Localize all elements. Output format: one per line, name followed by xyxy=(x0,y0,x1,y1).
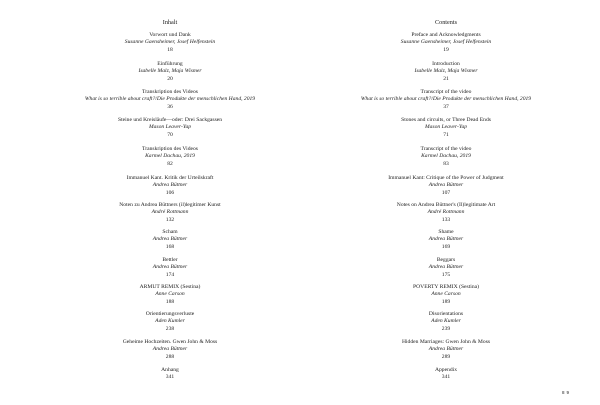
entry-author: Andrea Büttner xyxy=(428,236,464,243)
toc-entry xyxy=(316,175,576,197)
entry-page-number: 238 xyxy=(165,325,175,332)
entry-page-number: 188 xyxy=(165,298,175,305)
entry-title: Vorwort und Dank xyxy=(149,32,191,38)
entry-author: Aden Kumler xyxy=(155,318,185,325)
toc-entry xyxy=(316,32,576,54)
entry-author: What is so terrible about craft?/Die Produkte der menschlichen Hand, 2019 xyxy=(84,96,256,103)
toc-entry xyxy=(316,284,576,306)
entry-author: Andrea Büttner xyxy=(428,182,464,189)
entry-author: André Rottmann xyxy=(427,209,465,216)
toc-entry xyxy=(40,339,300,361)
entry-page-number: 71 xyxy=(443,131,449,138)
toc-entry xyxy=(316,257,576,279)
entry-title: Notes on Andrea Büttner's (Il)legitimate Art xyxy=(396,202,496,208)
entry-title: Transkription des Videos xyxy=(142,89,198,95)
entry-page-number: 82 xyxy=(167,160,173,167)
entry-page-number: 341 xyxy=(165,374,175,381)
entry-author: Andrea Büttner xyxy=(152,264,188,271)
entry-page-number: 107 xyxy=(441,189,451,196)
entry-title: Noten zu Andrea Büttners (il)legitimer Kunst xyxy=(119,202,221,208)
entry-author: Andrea Büttner xyxy=(428,346,464,353)
entry-author: Isabelle Malz, Maja Wismer xyxy=(414,68,478,75)
toc-entry xyxy=(40,257,300,279)
entry-author: Mason Leaver-Yap xyxy=(148,124,192,131)
toc-entry xyxy=(40,284,300,306)
entry-author: Karmel Dachau, 2019 xyxy=(145,153,195,160)
entry-author: Isabelle Malz, Maja Wismer xyxy=(138,68,202,75)
entry-author: André Rottmann xyxy=(151,209,189,216)
toc-entry xyxy=(316,146,576,168)
entry-title: Scham xyxy=(162,229,178,235)
toc-entry xyxy=(316,229,576,251)
entry-page-number: 132 xyxy=(165,216,175,223)
entry-page-number: 169 xyxy=(441,243,451,250)
entry-title: Transcript of the video xyxy=(420,89,472,95)
toc-entry xyxy=(40,146,300,168)
toc-entry xyxy=(40,229,300,251)
toc-entry xyxy=(40,175,300,197)
toc-entry xyxy=(316,339,576,361)
entry-title: Transkription des Videos xyxy=(142,146,198,152)
entry-page-number: 37 xyxy=(443,103,449,110)
entry-title: Immanuel Kant: Critique of the Power of Judgment xyxy=(388,175,504,181)
entry-title: Beggars xyxy=(436,257,456,263)
toc-entry xyxy=(316,89,576,111)
entry-title: Shame xyxy=(438,229,454,235)
entry-title: Anhang xyxy=(161,367,179,373)
toc-entry xyxy=(316,61,576,83)
entry-title: Einführung xyxy=(157,61,183,67)
entry-title: Appendix xyxy=(434,367,458,373)
toc-entry xyxy=(316,311,576,333)
entry-title: Steine und Kreisläufe—oder: Drei Sackgassen xyxy=(117,117,223,123)
toc-entry xyxy=(40,32,300,54)
entry-page-number: 83 xyxy=(443,160,449,167)
entry-page-number: 168 xyxy=(165,243,175,250)
entry-page-number: 21 xyxy=(443,75,449,82)
entry-page-number: 70 xyxy=(167,131,173,138)
entry-author: Anne Carson xyxy=(155,291,185,298)
toc-heading: Inhalt xyxy=(162,19,178,26)
entry-title: Hidden Marriages: Gwen John & Moss xyxy=(401,339,491,345)
toc-heading: Contents xyxy=(434,19,457,26)
entry-page-number: 19 xyxy=(443,46,449,53)
entry-author: Susanne Gaensheimer, Josef Helfenstein xyxy=(124,39,216,46)
entry-page-number: 106 xyxy=(165,189,175,196)
entry-title: Geheime Hochzeiten. Gwen John & Moss xyxy=(122,339,218,345)
entry-page-number: 18 xyxy=(167,46,173,53)
entry-title: ARMUT REMIX (Sestina) xyxy=(139,284,201,290)
entry-author: Andrea Büttner xyxy=(428,264,464,271)
toc-entry xyxy=(40,311,300,333)
toc-entry xyxy=(40,61,300,83)
entry-page-number: 133 xyxy=(441,216,451,223)
entry-author: Andrea Büttner xyxy=(152,346,188,353)
entry-title: Bettler xyxy=(162,257,178,263)
toc-entry xyxy=(316,202,576,224)
toc-entry xyxy=(316,117,576,139)
entry-author: Andrea Büttner xyxy=(152,182,188,189)
entry-page-number: 239 xyxy=(441,325,451,332)
toc-entry xyxy=(316,367,576,382)
entry-author: Aden Kumler xyxy=(431,318,461,325)
toc-entry xyxy=(40,89,300,111)
entry-author: Susanne Gaensheimer, Josef Helfenstein xyxy=(400,39,492,46)
entry-title: Disorientations xyxy=(428,311,464,317)
entry-page-number: 174 xyxy=(165,271,175,278)
entry-author: Karmel Dachau, 2019 xyxy=(421,153,471,160)
entry-page-number: 341 xyxy=(441,374,451,381)
entry-author: What is so terrible about craft?/Die Produkte der menschlichen Hand, 2019 xyxy=(360,96,532,103)
entry-title: POVERTY REMIX (Sestina) xyxy=(413,284,479,290)
entry-page-number: 20 xyxy=(167,75,173,82)
toc-entry xyxy=(40,117,300,139)
entry-title: Orientierungsverluste xyxy=(145,311,195,317)
entry-page-number: 175 xyxy=(441,271,451,278)
entry-author: Anne Carson xyxy=(431,291,461,298)
entry-title: Immanuel Kant. Kritik der Urteilskraft xyxy=(126,175,214,181)
entry-title: Transcript of the video xyxy=(420,146,472,152)
entry-page-number: 36 xyxy=(167,103,173,110)
toc-entry xyxy=(40,202,300,224)
entry-title: Introduction xyxy=(432,61,460,67)
entry-title: Stones and circuits, or Three Dead Ends xyxy=(401,117,491,123)
entry-page-number: 189 xyxy=(441,298,451,305)
entry-title: Preface and Acknowledgments xyxy=(411,32,481,38)
page-number-marker: 8 9 xyxy=(562,390,570,395)
toc-entry xyxy=(40,367,300,382)
entry-page-number: 289 xyxy=(441,353,451,360)
entry-page-number: 288 xyxy=(165,353,175,360)
entry-author: Mason Leaver-Yap xyxy=(424,124,468,131)
entry-author: Andrea Büttner xyxy=(152,236,188,243)
